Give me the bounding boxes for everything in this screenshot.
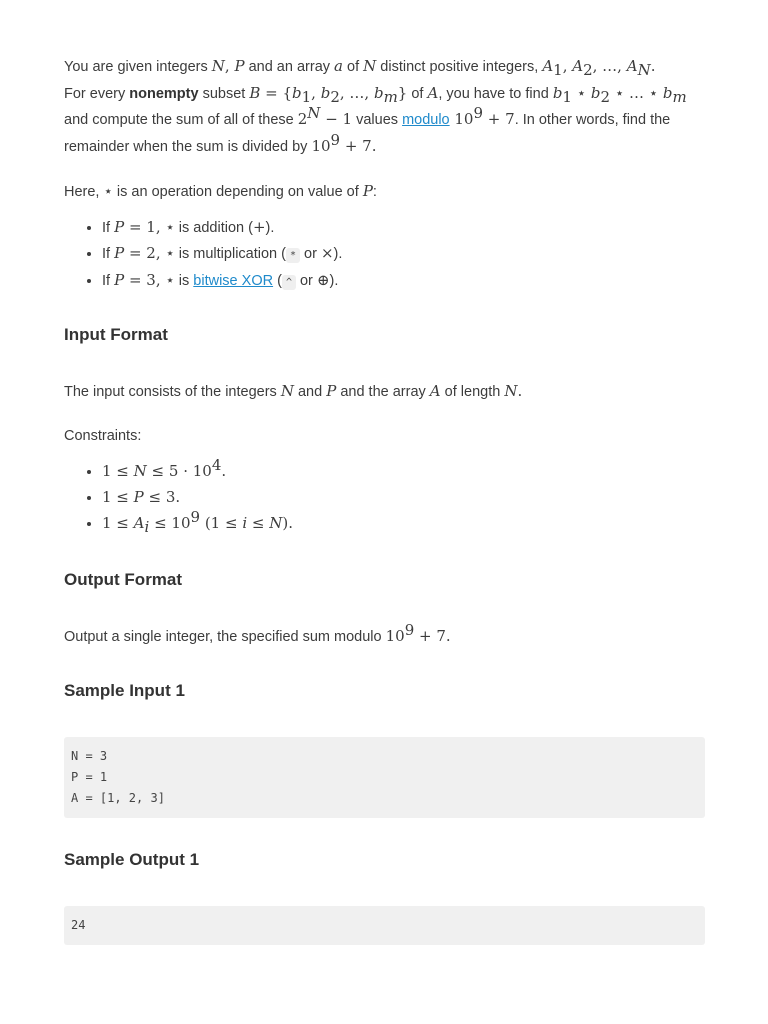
problem-content — [64, 54, 705, 945]
inline-code: * — [286, 248, 300, 263]
input-format-heading: Input Format — [64, 325, 168, 344]
statement-text: You are given integers — [64, 59, 212, 75]
sample-input-heading: Sample Input 1 — [64, 681, 185, 700]
statement-text: and compute the sum of all of these — [64, 112, 298, 128]
output-format-heading: Output Format — [64, 570, 183, 589]
constraints-list — [64, 456, 705, 537]
statement-paragraph: You are given integers N, P and an array a of N distinct positive integers, $A_1$, $A_2$, …, $A_N$. For every nonempty subset $B = \{b_1$, $b_2$, …, $b_m$} of A, you have to find $b_1$ ⋆ $b_2$ ⋆ … ⋆ $b_m$ and compute the sum of all of these $2^N - 1$ values modulo $10^9 + 7$. In other words, find the remainder when the sum is divided by $10^9 + 7$. — [64, 57, 687, 155]
code-line: N = 3 — [71, 749, 108, 763]
input-format-text: The input consists of the integers N and P and the array A of length N. — [64, 382, 523, 400]
statement-text: remainder when the sum is divided by — [64, 138, 312, 155]
constraints-label: Constraints: — [64, 428, 142, 444]
operation-intro: Here, ⋆ is an operation depending on value of P: — [64, 182, 377, 200]
inline-code: ^ — [282, 275, 296, 290]
output-format-text: Output a single integer, the specified sum modulo $10^9 + 7$. — [64, 621, 451, 645]
list-item: • If P = 1, ⋆ is addition (+). — [102, 215, 705, 241]
star-symbol: ⋆ — [103, 182, 113, 200]
statement-text: of — [407, 85, 428, 102]
list-item: • $1 \le A_i \le 10^9$ (1 ≤ i ≤ N). — [102, 511, 705, 537]
modulo-link[interactable]: modulo — [402, 112, 450, 128]
statement-text: , you have to find — [438, 85, 553, 102]
statement-text: For every — [64, 85, 130, 102]
list-item: • 1 ≤ P ≤ 3. — [102, 485, 705, 511]
operation-list — [64, 215, 705, 295]
statement-text: values — [352, 112, 403, 128]
list-item: • If P = 3, ⋆ is bitwise XOR ( ^ or ⊕). — [102, 268, 705, 295]
statement-text: distinct positive integers, — [376, 59, 543, 75]
sample-input-block[interactable] — [64, 737, 705, 818]
code-line: 24 — [71, 918, 86, 932]
code-line: A = [1, 2, 3] — [71, 791, 165, 805]
statement-text: . In other words, find the — [514, 112, 671, 128]
code-line: P = 1 — [71, 770, 108, 784]
statement-text: and an array — [244, 59, 335, 75]
list-item: • If P = 2, ⋆ is multiplication ( * or ×). — [102, 241, 705, 268]
bitwise-xor-link[interactable]: bitwise XOR — [193, 273, 274, 289]
sample-output-heading: Sample Output 1 — [64, 850, 200, 869]
nonempty-emphasis: nonempty — [129, 85, 199, 102]
list-item: • $1 \le N \le 5 \cdot 10^4$. — [102, 459, 705, 485]
statement-text: of — [343, 59, 364, 75]
sample-output-block[interactable] — [64, 906, 705, 945]
statement-text: subset — [198, 85, 250, 102]
